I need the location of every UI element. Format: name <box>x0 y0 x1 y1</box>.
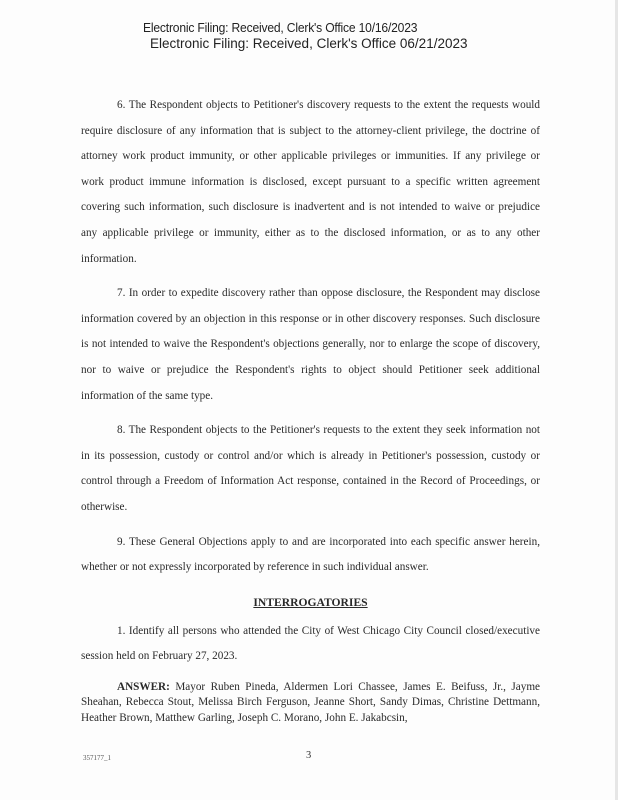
interrogatory-1: 1. Identify all persons who attended the City of West Chicago City Council closed/executive session held on February 27, 2023. <box>81 624 540 663</box>
objection-paragraph-9: 9. These General Objections apply to and are incorporated into each specific answer herein, whether or not expressly incorporated by reference in such individual answer. <box>81 535 540 574</box>
document-id: 357177_1 <box>83 754 111 762</box>
filing-stamp-2: Electronic Filing: Received, Clerk's Office 06/21/2023 <box>150 36 468 51</box>
page-number: 3 <box>306 750 312 761</box>
answer-label: ANSWER: <box>117 680 170 693</box>
objection-paragraph-8: 8. The Respondent objects to the Petitioner's requests to the extent they seek information not in its possession, custody or control and/or which is already in Petitioner's possession, custody or control through a Freedom of Information Act response, contained in the Record of Proceedings, or otherwise. <box>81 424 540 513</box>
answer-1-text: Mayor Ruben Pineda, Aldermen Lori Chassee, James E. Beifuss, Jr., Jayme Sheahan, Rebecca Stout, Melissa Birch Ferguson, Jeanne Short, Sandy Dimas, Christine Dettmann, Heather Brown, Matthew Garling, Joseph C. Morano, John E. Jakabcsin, <box>81 680 540 724</box>
answer-1 <box>81 680 540 726</box>
interrogatories-heading: INTERROGATORIES <box>253 595 368 609</box>
document-body <box>81 93 540 726</box>
filing-stamp-1: Electronic Filing: Received, Clerk's Office 10/16/2023 <box>143 20 418 35</box>
objection-paragraph-7: 7. In order to expedite discovery rather than oppose disclosure, the Respondent may disclose information covered by an objection in this response or in other discovery responses. Such disclosure is not intended to waive the Respondent's objections generally, nor to enlarge the scope of discovery, nor to waive or prejudice the Respondent's rights to object should Petitioner seek additional information of the same type. <box>81 287 540 402</box>
objection-paragraph-6: 6. The Respondent objects to Petitioner's discovery requests to the extent the requests would require disclosure of any information that is subject to the attorney-client privilege, the doctrine of attorney work product immunity, or other applicable privileges or immunities. If any privilege or work product immune information is disclosed, except pursuant to a specific written agreement covering such information, such disclosure is inadvertent and is not intended to waive or prejudice any applicable privilege or immunity, either as to the disclosed information, or as to any other information. <box>81 99 540 265</box>
